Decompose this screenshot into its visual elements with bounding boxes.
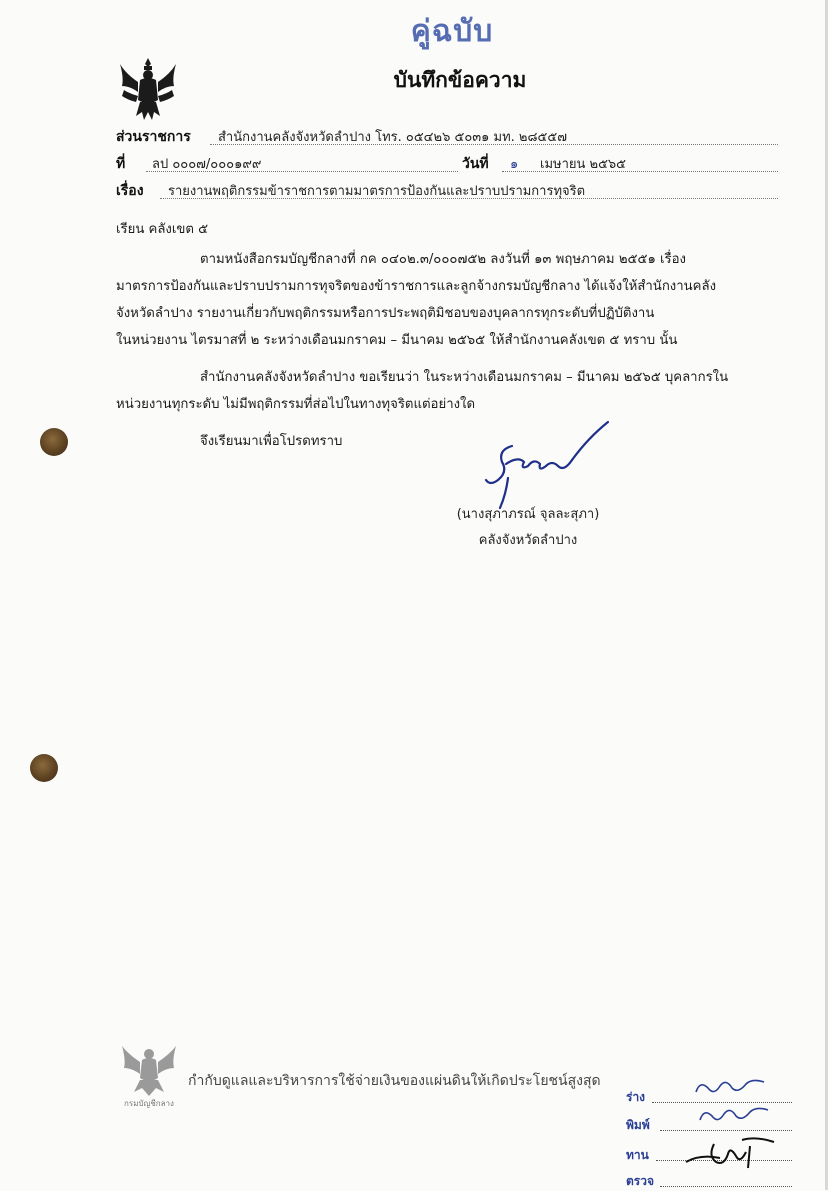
ref-underline [146,171,458,172]
draft-label: ร่าง [626,1090,646,1104]
p2-line-1: สำนักงานคลังจังหวัดลำปาง ขอเรียนว่า ในระหว่างเดือนมกราคม – มีนาคม ๒๕๖๕ บุคลากรใน [200,370,729,385]
ref-value: ลป ๐๐๐๗/๐๐๐๑๙๙ [152,157,262,172]
print-initial-signature [694,1100,774,1130]
comptroller-emblem-icon [118,1044,180,1108]
emblem-caption: กรมบัญชีกลาง [124,1099,174,1108]
salutation: เรียน คลังเขต ๕ [116,222,209,237]
agency-underline [210,144,778,145]
print-line [660,1130,792,1131]
p1-line-2: มาตรการป้องกันและปราบปรามการทุจริตของข้าราชการและลูกจ้างกรมบัญชีกลาง ได้แจ้งให้สำนักงานคลัง [116,279,717,294]
date-day: ๑ [510,157,519,172]
punch-hole-bottom [30,754,58,782]
draft-initial-signature [690,1070,770,1102]
date-underline [502,171,778,172]
signer-name: (นางสุภาภรณ์ จุลละสุภา) [456,507,600,522]
subject-label: เรื่อง [116,183,144,199]
subject-underline [160,198,778,199]
memo-title: บันทึกข้อความ [393,68,527,92]
ref-label: ที่ [116,156,126,172]
p2-line-2: หน่วยงานทุกระดับ ไม่มีพฤติกรรมที่ส่อไปในทางทุจริตแต่อย่างใด [116,397,476,412]
check-label: ตรวจ [626,1174,655,1188]
review-label: ทาน [626,1148,649,1162]
date-month-year: เมษายน ๒๕๖๕ [540,157,627,172]
p1-line-4: ในหน่วยงาน ไตรมาสที่ ๒ ระหว่างเดือนมกราคม – มีนาคม ๒๕๖๕ ให้สำนักงานคลังเขต ๕ ทราบ นั้น [116,333,678,348]
review-initial-signature [680,1132,780,1172]
garuda-emblem-icon [118,56,178,122]
footer-slogan: กำกับดูแลและบริหารการใช้จ่ายเงินของแผ่นดินให้เกิดประโยชน์สูงสุด [188,1073,601,1089]
signer-position: คลังจังหวัดลำปาง [478,533,578,548]
punch-hole-top [40,428,68,456]
check-line [660,1186,792,1187]
copy-stamp: คู่ฉบับ [410,14,494,49]
agency-label: ส่วนราชการ [116,129,191,145]
signer-block [418,502,638,554]
closing: จึงเรียนมาเพื่อโปรดทราบ [200,434,343,449]
print-label: พิมพ์ [626,1118,650,1132]
subject-value: รายงานพฤติกรรมข้าราชการตามมาตรการป้องกันและปราบปรามการทุจริต [168,184,586,199]
agency-value: สำนักงานคลังจังหวัดลำปาง โทร. ๐๕๔๒๖ ๕๐๓๑ มท. ๒๘๕๕๗ [218,130,567,145]
date-label: วันที่ [462,156,489,172]
p1-line-1: ตามหนังสือกรมบัญชีกลางที่ กค ๐๔๐๒.๓/๐๐๐๗๕๒ ลงวันที่ ๑๓ พฤษภาคม ๒๕๕๑ เรื่อง [200,252,686,267]
p1-line-3: จังหวัดลำปาง รายงานเกี่ยวกับพฤติกรรมหรือการประพฤติมิชอบของบุคลากรทุกระดับที่ปฏิบัติงาน [116,306,655,321]
handwritten-signature [468,416,618,512]
